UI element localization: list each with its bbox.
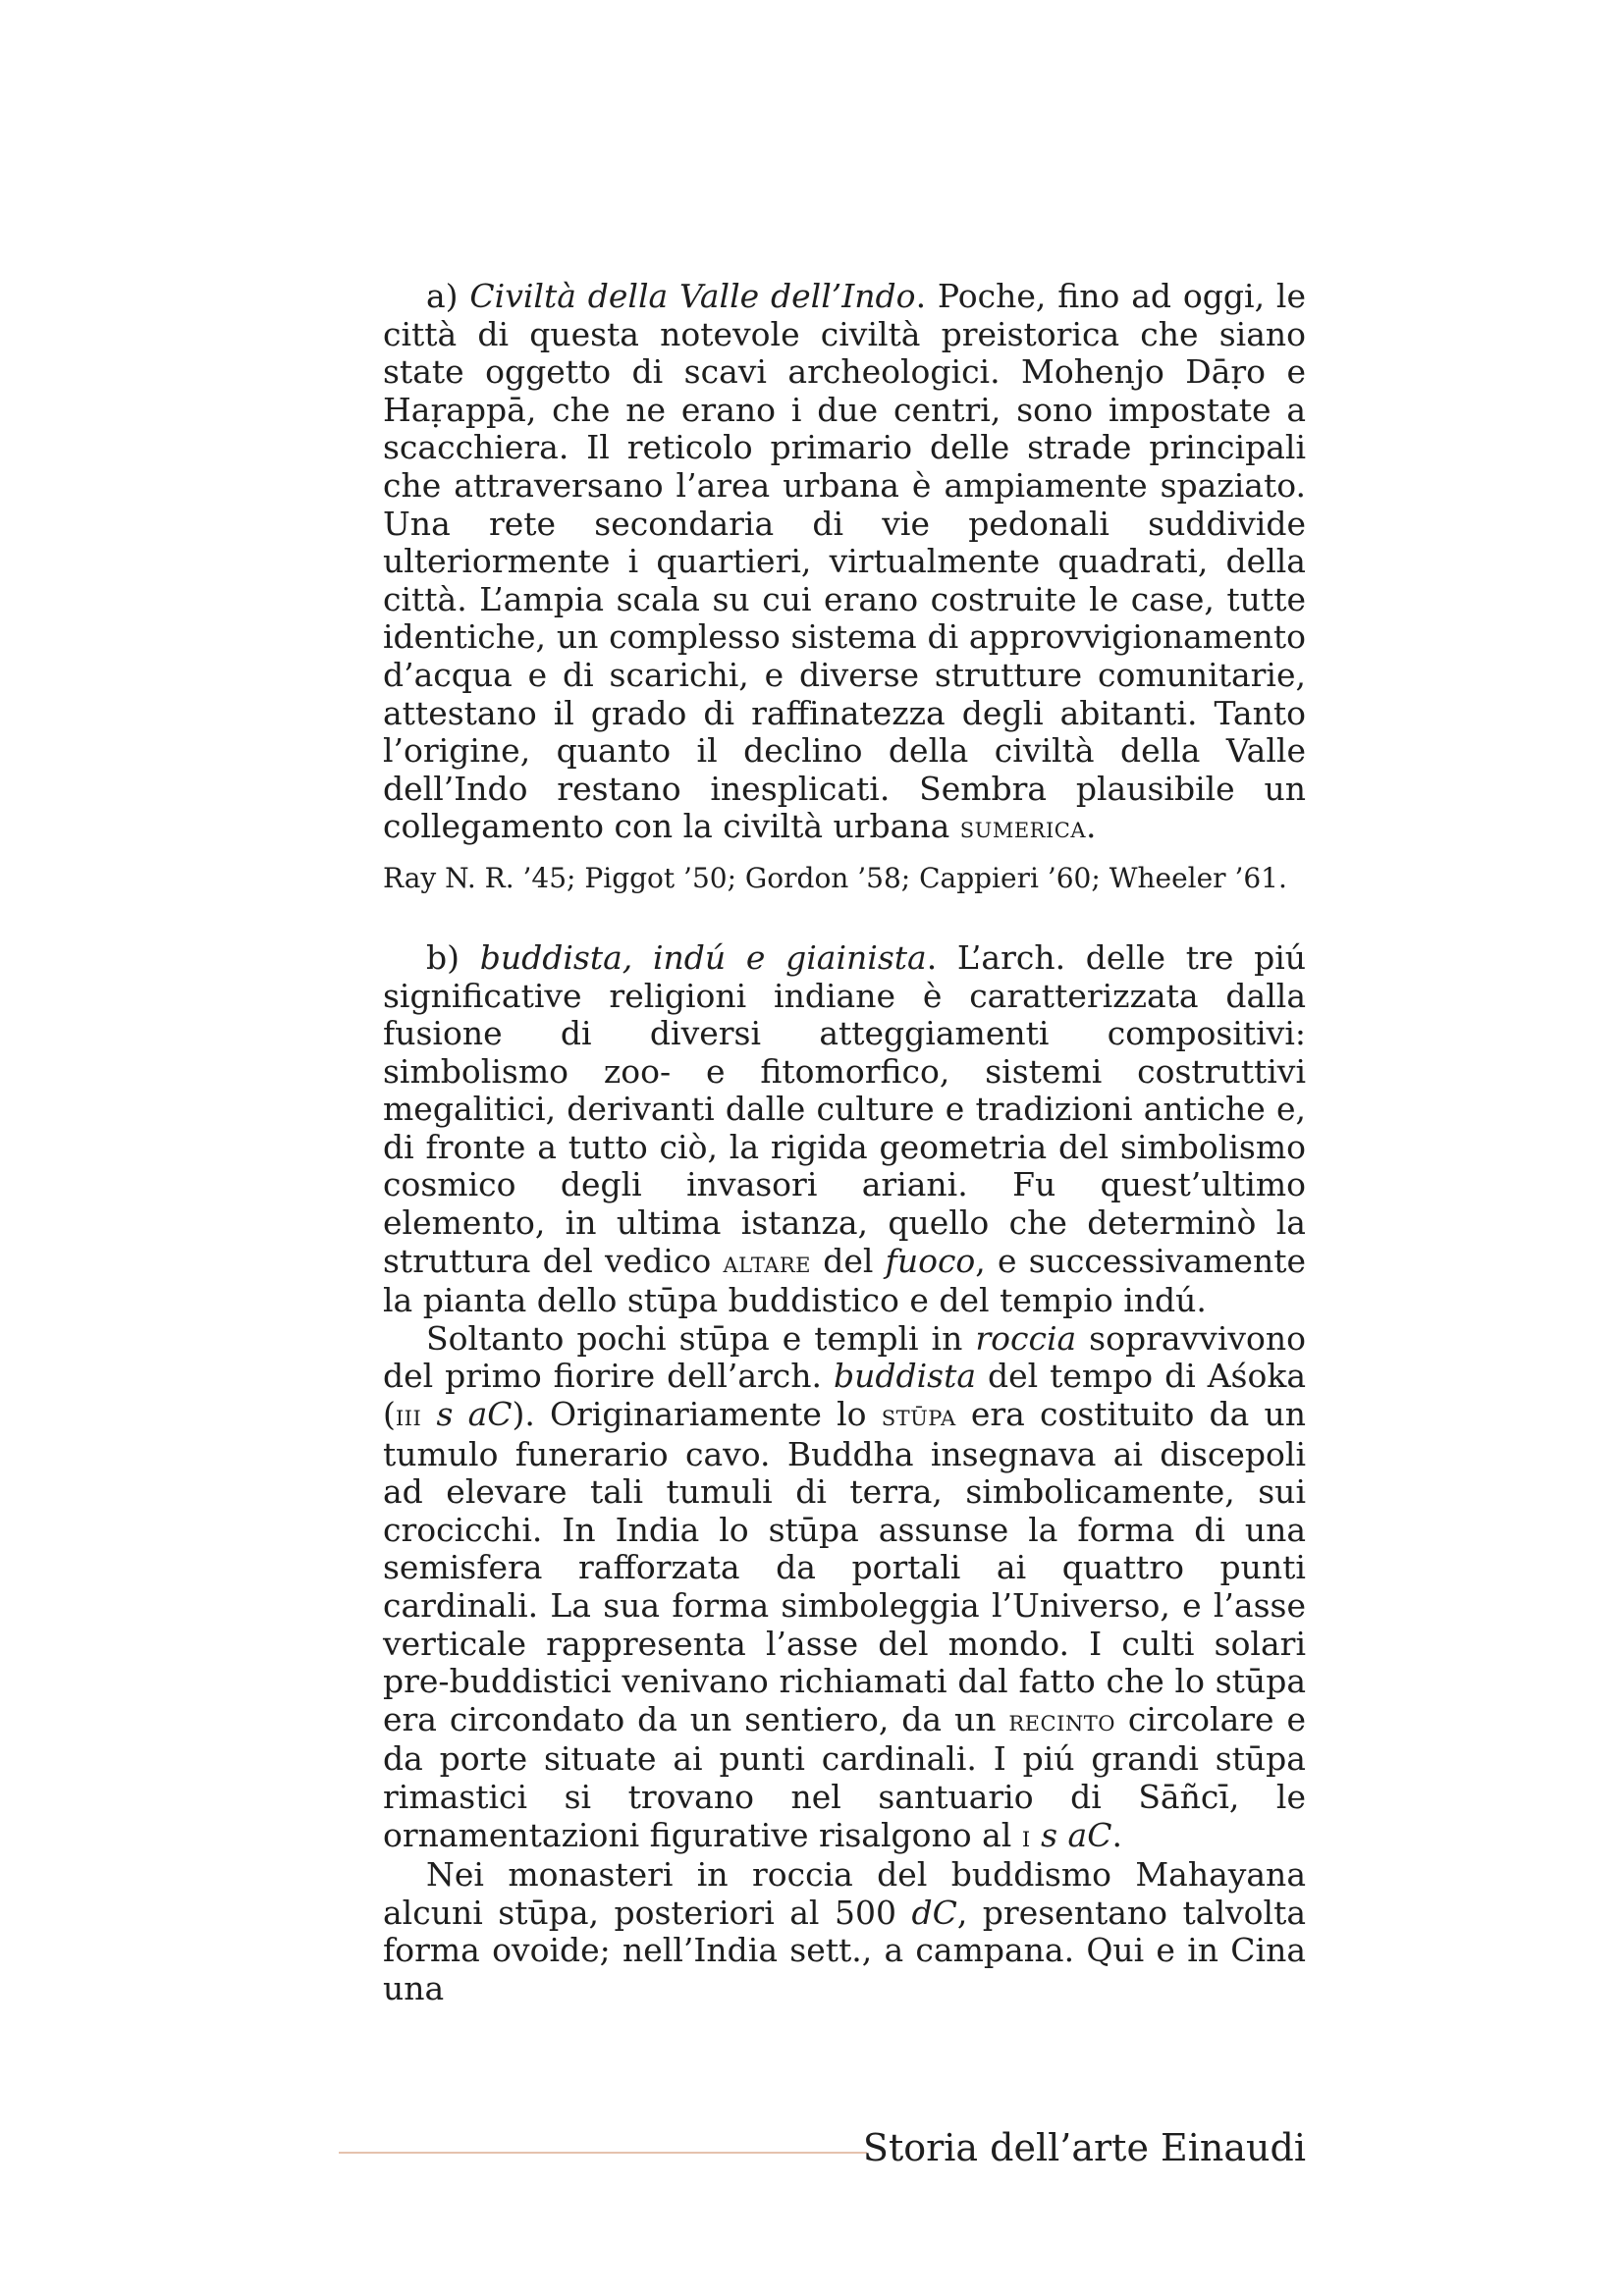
era-abbreviation: s aC: [436, 1395, 513, 1434]
paragraph-text: . L’arch. delle tre piú significative religioni indiane è caratterizzata dalla fusione di diversi atteggiamenti compositivi: simbolismo zoo- e fitomorfico, sistemi costruttivi megalitici, derivanti dalle culture e tradizioni antiche e, di fronte a tutto ciò, la rigida geometria del simbolismo cosmico degli invasori ariani. Fu quest’ultimo elemento, in ultima istanza, quello che determinò la struttura del vedico: [383, 937, 1306, 1280]
section-heading-buddhist: buddista, indú e giainista: [479, 937, 927, 977]
page-footer: [339, 2122, 1306, 2181]
bibliography-reference: Ray N. R. ’45; Piggot ’50; Gordon ’58; Cappieri ’60; Wheeler ’61.: [383, 861, 1287, 894]
era-abbreviation: s aC: [1041, 1815, 1112, 1854]
era-abbreviation: dC: [911, 1893, 957, 1932]
italic-term: roccia: [975, 1318, 1077, 1358]
paragraph-indus-valley: a) Civiltà della Valle dell’Indo. Poche, fino ad oggi, le città di questa notevole civiltà preistorica che siano state oggetto di scavi archeologici. Mohenjo Dāṛo e Haṛappā, che ne erano i due centri, sono impostate a scacchiera. Il reticolo primario delle strade principali che attraversano l’area urbana è ampiamente spaziato. Una rete secondaria di vie pedonali suddivide ulteriormente i quartieri, virtualmente quadrati, della città. L’ampia scala su cui erano costruite le case, tutte identiche, un complesso sistema di approvvigionamento d’acqua e di scarichi, e diverse strutture comunitarie, attestano il grado di raffinatezza degli abitanti. Tanto l’origine, quanto il declino della civiltà della Valle dell’Indo restano inesplicati. Sembra plausibile un collegamento con la civiltà urbana sumerica.: [383, 277, 1306, 846]
paragraph-text: . Poche, fino ad oggi, le città di questa notevole civiltà preistorica che siano state oggetto di scavi archeologici. Mohenjo Dāṛo e Haṛappā, che ne erano i due centri, sono impostate a scacchiera. Il reticolo primario delle strade principali che attraversano l’area urbana è ampiamente spaziato. Una rete secondaria di vie pedonali suddivide ulteriormente i quartieri, virtualmente quadrati, della città. L’ampia scala su cui erano costruite le case, tutte identiche, un complesso sistema di approvvigionamento d’acqua e di scarichi, e diverse strutture comunitarie, attestano il grado di raffinatezza degli abitanti. Tanto l’origine, quanto il declino della civiltà della Valle dell’Indo restano inesplicati. Sembra plausibile un collegamento con la civiltà urbana: [383, 277, 1306, 846]
section-heading-indus: Civiltà della Valle dell’Indo: [469, 277, 916, 315]
body-text: [383, 278, 1306, 2008]
cross-reference: stūpa: [881, 1399, 956, 1434]
paragraph-stupa: Soltanto pochi stūpa e templi in roccia sopravvivono del primo fiorire dell’arch. buddista del tempo di Aśoka (iii s aC). Originariamente lo stūpa era costituito da un tumulo funerario cavo. Buddha insegnava ai discepoli ad elevare tali tumuli di terra, simbolicamente, sui crocicchi. In India lo stūpa assunse la forma di una semisfera rafforzata da portali ai quattro punti cardinali. La sua forma simboleggia l’Universo, e l’asse verticale rappresenta l’asse del mondo. I culti solari pre-buddistici venivano richiamati dal fatto che lo stūpa era circondato da un sentiero, da un recinto circolare e da porte situate ai punti cardinali. I piú grandi stūpa rimastici si trovano nel santuario di Sāñcī, le ornamentazioni figurative risalgono al i s aC.: [383, 1318, 1307, 1854]
section-marker-b: b): [426, 937, 480, 977]
italic-term: fuoco: [885, 1241, 976, 1280]
cross-reference: altare: [723, 1245, 812, 1280]
cross-reference: sumerica: [959, 811, 1087, 846]
footer-title: Storia dell’arte Einaudi: [862, 2126, 1306, 2169]
paragraph-buddhist-hindu-jain: b) buddista, indú e giainista. L’arch. delle tre piú significative religioni indiane è caratterizzata dalla fusione di diversi atteggiamenti compositivi: simbolismo zoo- e fitomorfico, sistemi costruttivi megalitici, derivanti dalle culture e tradizioni antiche e, di fronte a tutto ciò, la rigida geometria del simbolismo cosmico degli invasori ariani. Fu quest’ultimo elemento, in ultima istanza, quello che determinò la struttura del vedico altare del fuoco, e successivamente la pianta dello stūpa buddistico e del tempio indú.: [383, 937, 1306, 1320]
italic-term: buddista: [833, 1357, 977, 1396]
century-numeral: i: [1021, 1819, 1031, 1854]
section-gap: [383, 894, 1306, 939]
cross-reference: recinto: [1008, 1703, 1115, 1738]
century-numeral: iii: [395, 1399, 422, 1434]
section-marker-a: a): [426, 277, 470, 315]
footer-rule: [339, 2152, 867, 2154]
paragraph-mahayana: Nei monasteri in roccia del buddismo Mahayana alcuni stūpa, posteriori al 500 dC, presentano talvolta forma ovoide; nell’India sett., a campana. Qui e in Cina una: [383, 1855, 1306, 2007]
